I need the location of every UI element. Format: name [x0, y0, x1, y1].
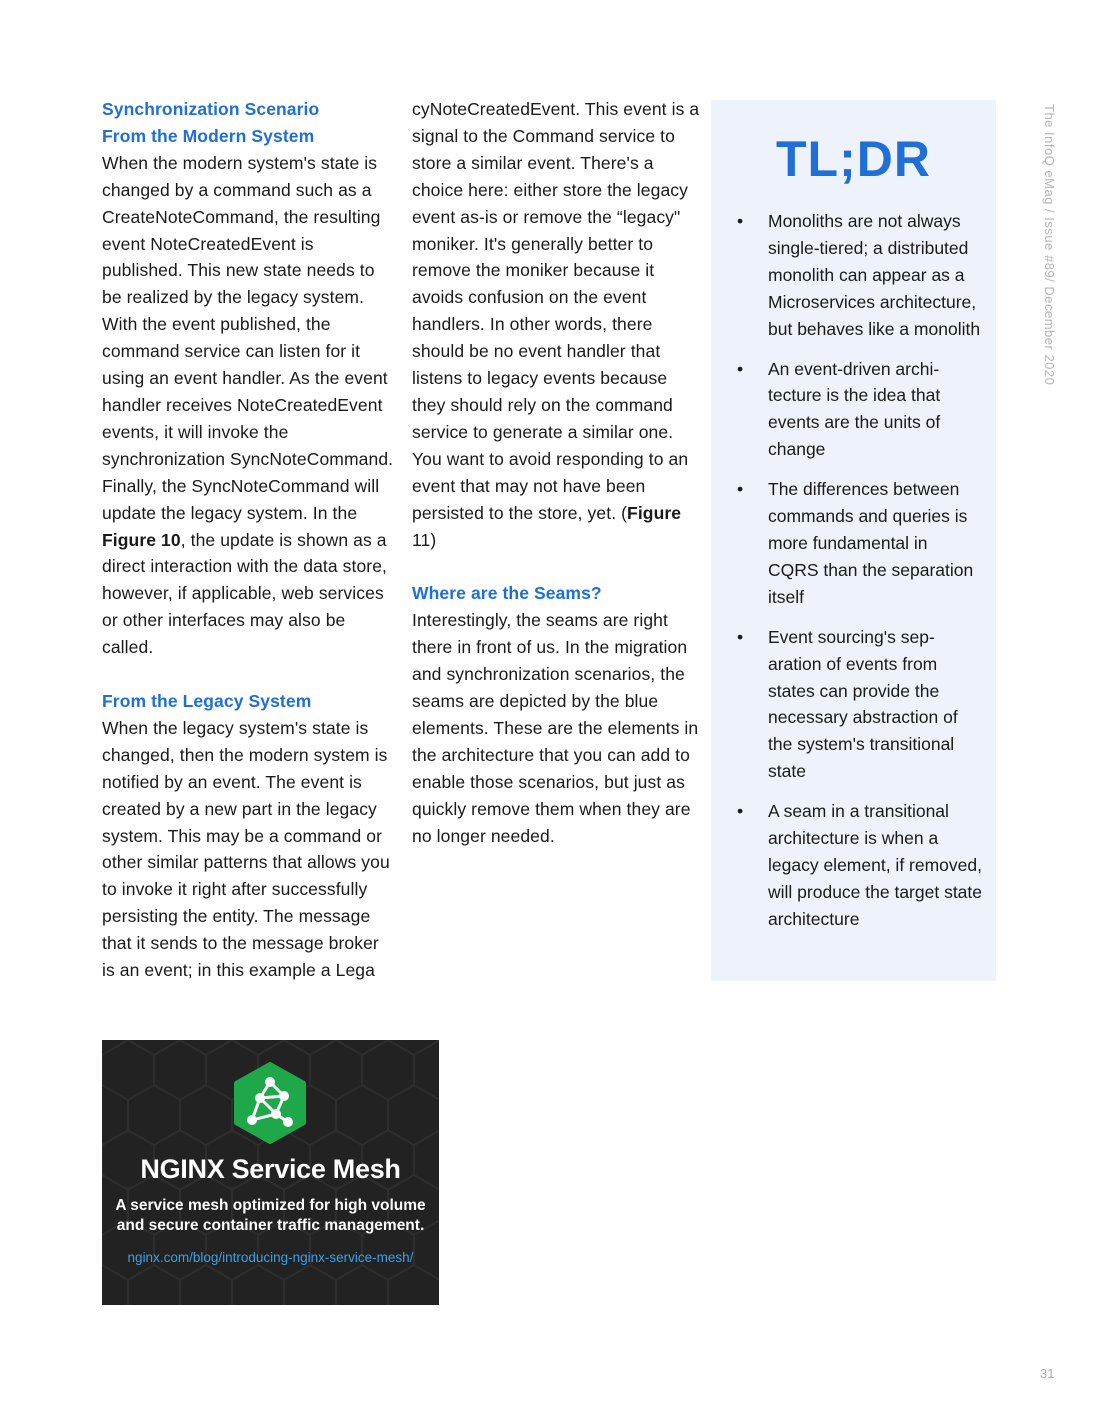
ad-link[interactable]: nginx.com/blog/introducing-nginx-service-mesh/	[127, 1250, 414, 1265]
bullet-icon: •	[737, 211, 744, 231]
figure-reference: Figure 10	[102, 529, 181, 550]
ad-subtitle	[102, 1196, 439, 1236]
page-number: 31	[1040, 1366, 1055, 1381]
paragraph-text: , the update is shown as a direct interaction with the data store, however, if applicable, web services or other interfaces may also be called.	[102, 529, 388, 658]
section-subheading: From the Modern System	[102, 125, 315, 146]
paragraph-text: cyNoteCreatedEvent. This event is a signal to the Command service to store a similar event. There's a choice here: either store the legacy event as-is or remove the “legacy" moniker. It's generally better to remove the moniker because it avoids confusion on the event handlers. In other words, there should be no event handler that listens to legacy events because they should rely on the command service to generate a similar one. You want to avoid responding to an event that may not have been persisted to the store, yet. (	[412, 99, 700, 523]
tldr-box	[711, 100, 996, 981]
paragraph-text: 11)	[412, 529, 437, 550]
bullet-icon: •	[737, 801, 744, 822]
section-heading: Where are the Seams?	[412, 583, 602, 604]
bullet-icon: •	[737, 626, 744, 647]
list-item	[711, 476, 996, 611]
paragraph: When the legacy system's state is changed, then the modern system is notified by an event. The event is created by a new part in the legacy system. This may be a command or other similar patterns that allows you to invoke it right after successfully persisting the entity. The message that it sends to the message broker is an event; in this example a Lega	[102, 717, 390, 981]
ad-subtitle-line: A service mesh optimized for high volume	[115, 1197, 426, 1214]
bullet-icon: •	[737, 479, 744, 500]
paragraph: Interestingly, the seams are right there in front of us. In the migration and synchronization scenarios, the seams are depicted by the blue elements. These are the elements in the architecture that you can add to enable those scenarios, but just as quickly remove them when they are no longer needed.	[412, 610, 699, 846]
section-subheading: From the Legacy System	[102, 691, 312, 712]
ad-subtitle-line: and secure container traffic management.	[116, 1217, 425, 1234]
issue-info: The InfoQ eMag / Issue #89/ December 2020	[1042, 104, 1057, 386]
paragraph	[102, 150, 394, 661]
list-item	[711, 208, 996, 343]
nginx-logo-icon	[232, 1062, 308, 1146]
tldr-title: TL;DR	[776, 131, 931, 187]
tldr-list	[711, 208, 996, 946]
column-left	[102, 96, 394, 984]
paragraph-text: When the modern system's state is changed by a command such as a CreateNoteCommand, the resulting event NoteCreatedEvent is published. This new state needs to be realized by the legacy system. With the event published, the command service can listen for it using an event handler. As the event handler receives NoteCreatedEvent events, it will invoke the synchronization SyncNoteCommand. Finally, the SyncNoteCommand will update the legacy system. In the	[102, 152, 394, 523]
section-heading: Synchronization Scenario	[102, 99, 320, 119]
paragraph	[412, 96, 704, 553]
list-item	[711, 798, 996, 933]
list-item-text: The differences between commands and queries is more fundamental in CQRS than the separation itself	[768, 479, 974, 607]
figure-reference: Figure	[627, 502, 682, 523]
bullet-icon: •	[737, 358, 744, 379]
column-middle	[412, 96, 704, 849]
list-item-text: An event-driven architecture is the idea that events are the units of change	[768, 358, 941, 460]
list-item	[711, 624, 996, 785]
list-item-text: Event sourcing's separation of events from states can provide the necessary abstraction of the system's transitional state	[768, 626, 958, 782]
list-item	[711, 356, 996, 464]
ad-title: NGINX Service Mesh	[140, 1154, 401, 1184]
list-item-text: A seam in a transitional architecture is when a legacy element, if removed, will produce the target state architecture	[768, 801, 983, 929]
list-item-text: Monoliths are not always single-tiered; a distributed monolith can appear as a Microservices architecture, but behaves like a monolith	[768, 211, 981, 339]
